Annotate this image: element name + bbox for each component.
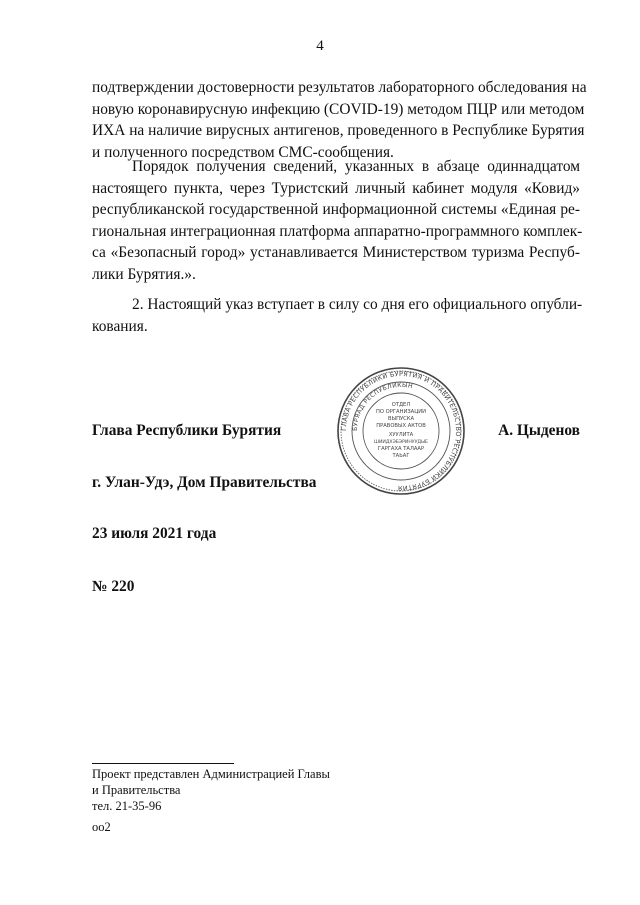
text-line: республиканской государственной информационной системы «Единая ре- [92,201,580,218]
text-line: лики Бурятия.». [92,265,196,283]
text-line: настоящего пункта, через Туристский личный кабинет модуля «Ковид» [92,179,580,197]
document-code: оо2 [92,820,111,834]
paragraph-item-2 [92,294,583,337]
text-line: гиональная интеграционная платформа аппаратно-программного комплек- [92,222,583,240]
footnote-line: и Правительства [92,783,181,797]
decree-number: № 220 [92,578,135,595]
footnote-line: Проект представлен Администрацией Главы [92,767,330,781]
seal-center-line: ШИИДХЭБЭРИНУУДЫЕ [374,440,428,445]
footnote [92,766,330,814]
signatory-name: А. Цыденов [498,422,580,439]
text-line: са «Безопасный город» устанавливается Министерством туризма Респуб- [92,244,580,261]
text-line: кования. [92,317,148,335]
paragraph-procedure [92,156,583,285]
footnote-divider [92,763,234,764]
seal-inner-text: БУРЯАД РЕСПУБЛИКЫН [351,381,414,432]
signing-date: 23 июля 2021 года [92,525,217,542]
seal-outer-text: ГЛАВА РЕСПУБЛИКИ БУРЯТИЯ И ПРАВИТЕЛЬСТВО РЕСПУБЛИКИ БУРЯТИЯ [339,369,463,493]
paragraph-continuation [92,77,587,163]
text-line: и полученного посредством СМС-сообщения. [92,143,394,161]
page-number: 4 [316,38,324,54]
signatory-position: Глава Республики Бурятия [92,422,282,439]
text-line: новую коронавирусную инфекцию (COVID-19) методом ПЦР или методом [92,100,585,118]
text-line: Порядок получения сведений, указанных в абзаце одиннадцатом [132,158,580,175]
seal-center-line: ВЫПУСКА [387,416,415,422]
official-seal-icon [336,366,466,496]
text-line: ИХА на наличие вирусных антигенов, проведенного в Республике Бурятия [92,122,585,139]
signing-place: г. Улан-Удэ, Дом Правительства [92,474,317,491]
seal-center-line: ПО ОРГАНИЗАЦИИ [375,409,427,415]
seal-center-line: ТАЬАГ [392,453,410,459]
seal-center-line: ГАРГАХА ТАЛААР [377,446,425,452]
seal-center-line: ХУУЛИТА [388,432,414,438]
text-line: подтверждении достоверности результатов лабораторного обследования на [92,79,587,96]
footnote-line: тел. 21-35-96 [92,799,162,813]
seal-center-line: ОТДЕЛ [391,402,411,408]
text-line: 2. Настоящий указ вступает в силу со дня его официального опубли- [132,296,583,313]
seal-center-line: ПРАВОВЫХ АКТОВ [376,423,426,429]
